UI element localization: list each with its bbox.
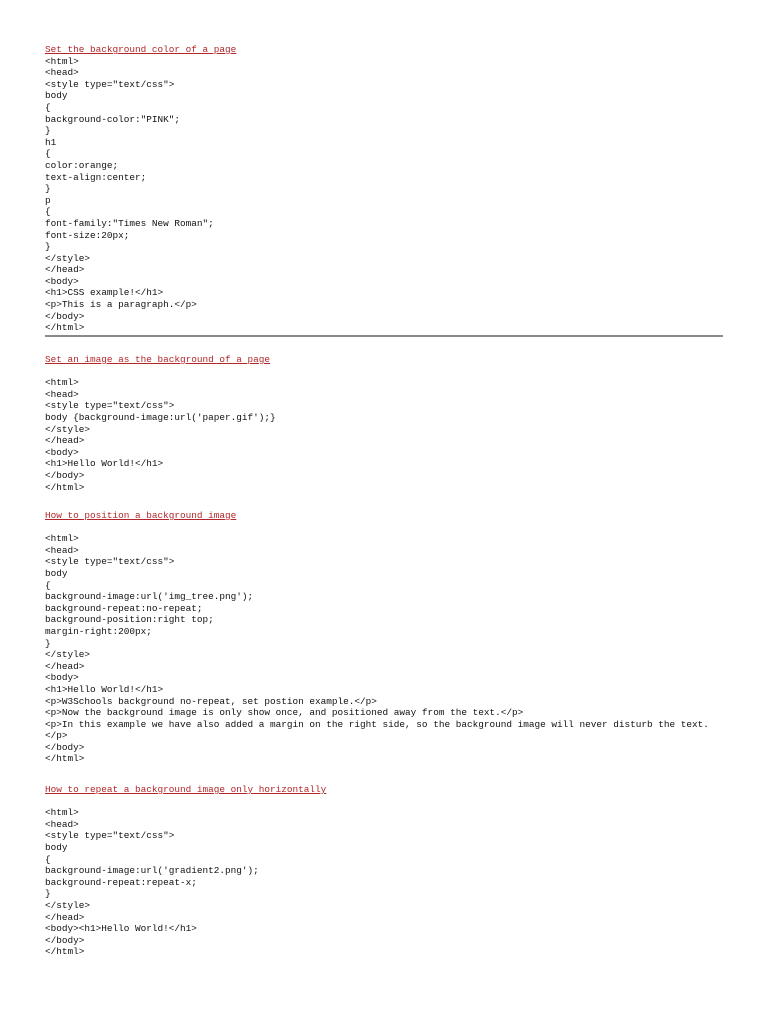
code-line: </html> (45, 946, 85, 958)
code-line: <html> (45, 533, 79, 545)
section-repeat-horizontal (45, 784, 326, 958)
code-line: </head> (45, 660, 85, 672)
code-line: background-repeat:no-repeat; (45, 602, 203, 614)
code-line: { (45, 206, 51, 218)
code-line: } (45, 888, 51, 900)
code-line: body (45, 567, 68, 579)
code-line: { (45, 148, 51, 160)
code-line: { (45, 579, 51, 591)
code-line: </style> (45, 423, 91, 435)
code-line: font-family:"Times New Roman"; (45, 217, 214, 229)
code-line: background-image:url('img_tree.png'); (45, 591, 254, 603)
code-line: background-position:right top; (45, 614, 214, 626)
code-line: <style type="text/css"> (45, 78, 175, 90)
code-line: </html> (45, 481, 85, 493)
code-line: </body> (45, 741, 85, 753)
code-line: <p>Now the background image is only show once, and positioned away from the text.</p> (45, 707, 524, 719)
code-line: <head> (45, 67, 79, 79)
code-line: <body> (45, 275, 79, 287)
section-title-link[interactable]: How to repeat a background image only horizontally (45, 784, 327, 795)
code-line: </head> (45, 911, 85, 923)
code-block (45, 807, 326, 958)
code-line: <style type="text/css"> (45, 400, 175, 412)
code-line: <style type="text/css"> (45, 556, 175, 568)
code-line: <h1>Hello World!</h1> (45, 683, 164, 695)
section-title-link[interactable]: Set the background color of a page (45, 44, 237, 55)
code-line: </html> (45, 753, 85, 765)
code-block (45, 377, 276, 493)
section-position-background (45, 510, 723, 765)
code-line: } (45, 125, 51, 137)
code-line: body (45, 90, 68, 102)
code-line: background-color:"PINK"; (45, 113, 181, 125)
code-line: <style type="text/css"> (45, 830, 175, 842)
code-line: </body> (45, 469, 85, 481)
code-line: margin-right:200px; (45, 625, 152, 637)
code-line: </head> (45, 435, 85, 447)
code-line: { (45, 101, 51, 113)
code-line: </style> (45, 899, 91, 911)
code-line: p (45, 194, 51, 206)
section-title-link[interactable]: Set an image as the background of a page (45, 354, 271, 365)
code-line: <body> (45, 446, 79, 458)
code-line: </style> (45, 252, 91, 264)
code-line: } (45, 241, 51, 253)
code-line: <h1>CSS example!</h1> (45, 287, 164, 299)
horizontal-divider (45, 335, 723, 337)
code-block (45, 56, 723, 334)
code-line: font-size:20px; (45, 229, 130, 241)
section-title-link[interactable]: How to position a background image (45, 510, 237, 521)
code-line: <head> (45, 388, 79, 400)
code-line: <html> (45, 377, 79, 389)
code-line: </head> (45, 264, 85, 276)
code-line: background-repeat:repeat-x; (45, 876, 197, 888)
code-line: body {background-image:url('paper.gif');} (45, 411, 276, 423)
code-line: </html> (45, 322, 85, 334)
code-line: <body> (45, 672, 79, 684)
code-line: <head> (45, 818, 79, 830)
code-line: background-image:url('gradient2.png'); (45, 865, 259, 877)
code-line: <html> (45, 55, 79, 67)
code-line: body (45, 841, 68, 853)
code-line: <p>This is a paragraph.</p> (45, 299, 197, 311)
code-line: h1 (45, 136, 57, 148)
code-line: } (45, 637, 51, 649)
code-line: </style> (45, 649, 91, 661)
code-line: <p>In this example we have also added a margin on the right side, so the background image will never disturb the text.</p> (45, 718, 709, 742)
code-line: <body><h1>Hello World!</h1> (45, 923, 197, 935)
code-line: <h1>Hello World!</h1> (45, 458, 164, 470)
code-line: </body> (45, 310, 85, 322)
code-line: </body> (45, 934, 85, 946)
code-line: <html> (45, 807, 79, 819)
section-background-image (45, 354, 276, 493)
code-line: text-align:center; (45, 171, 147, 183)
code-line: { (45, 853, 51, 865)
code-line: color:orange; (45, 159, 119, 171)
code-line: } (45, 183, 51, 195)
code-line: <head> (45, 544, 79, 556)
section-background-color (45, 44, 723, 345)
code-line: <p>W3Schools background no-repeat, set postion example.</p> (45, 695, 377, 707)
code-block (45, 533, 723, 765)
